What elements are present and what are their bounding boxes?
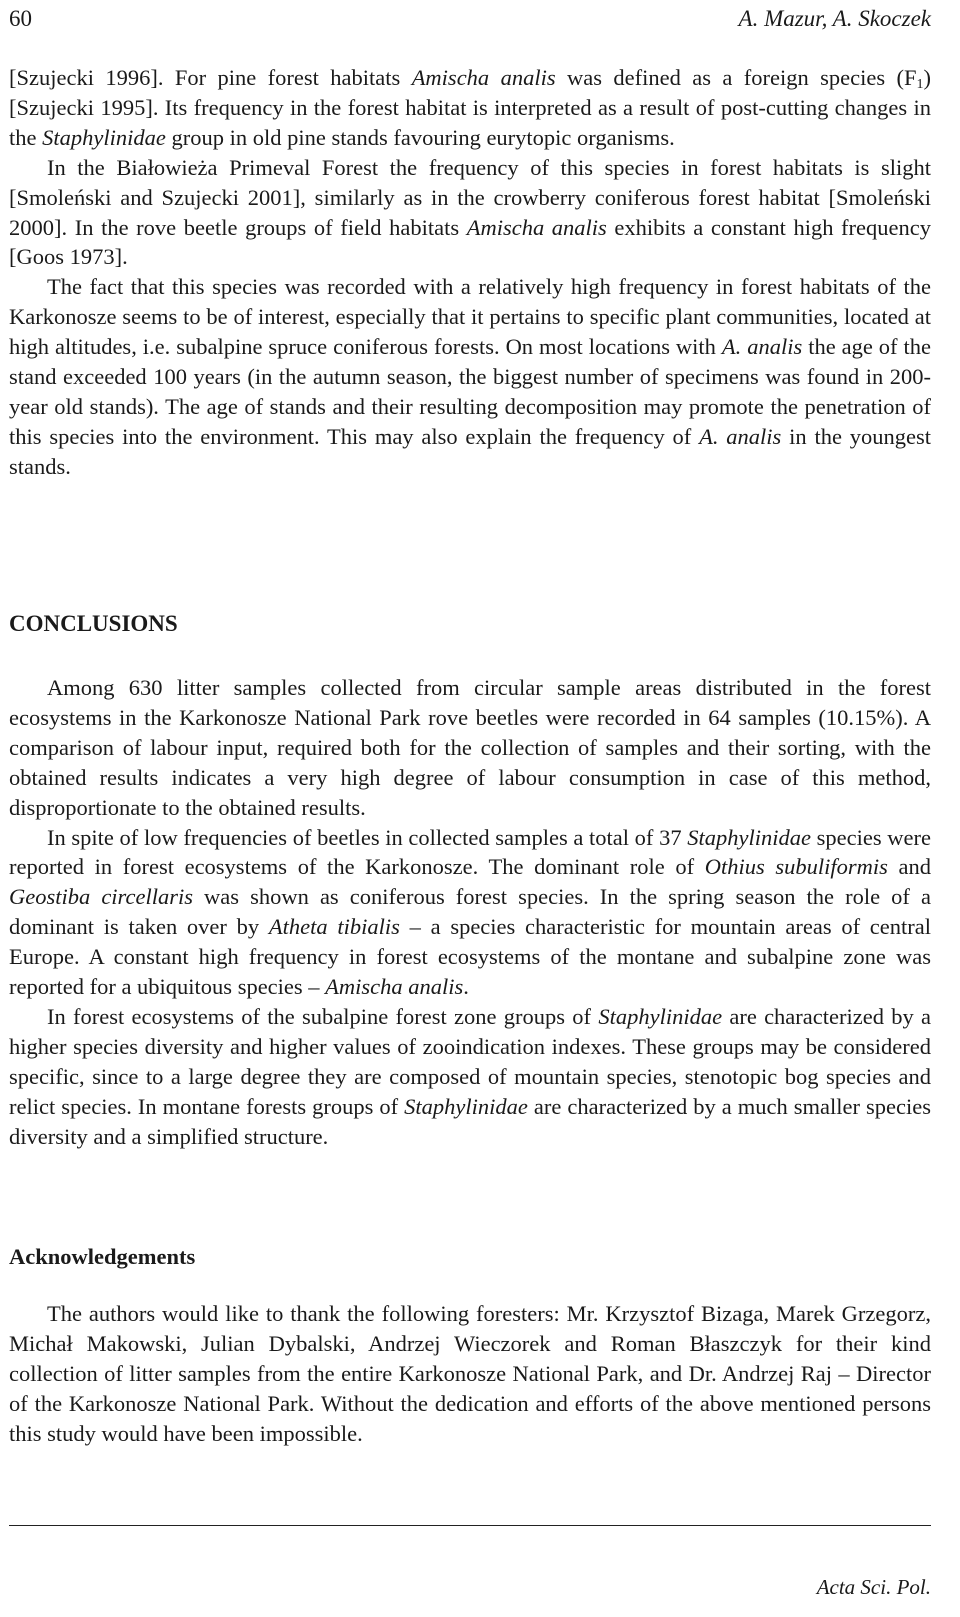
conclusions-heading: CONCLUSIONS [9, 611, 178, 636]
acknowledgements-section [9, 1299, 931, 1449]
page-number: 60 [9, 6, 32, 31]
paragraph-szujecki: [Szujecki 1996]. For pine forest habitats Amischa analis was defined as a foreign species $(F_1)$ [Szujecki 1995]. Its frequency in the forest habitat is interpreted as a result of post-cutting changes in the Staphylinidae group in old pine stands favouring eurytopic organisms. [9, 65, 932, 150]
acknowledgements-heading: Acknowledgements [9, 1244, 196, 1269]
conclusions-section [9, 673, 931, 1152]
journal-footer: Acta Sci. Pol. [816, 1575, 931, 1599]
running-header [9, 4, 931, 34]
paragraph-litter-samples: Among 630 litter samples collected from circular sample areas distributed in the forest ecosystems in the Karkonosze National Park rove beetles were recorded in 64 samples (10.15%). A comparison of labour input, required both for the collection of samples and their sorting, with the obtained results indicates a very high degree of labour consumption in case of this method, disproportionate to the obtained results. [9, 675, 931, 820]
paragraph-acknowledgements: The authors would like to thank the following foresters: Mr. Krzysztof Bizaga, Marek Grzegorz, Michał Makowski, Julian Dybalski, Andrzej Wieczorek and Roman Błaszczyk for their kind collection of litter samples from the entire Karkonosze National Park, and Dr. Andrzej Raj – Director of the Karkonosze National Park. Without the dedication and efforts of the above mentioned persons this study would have been impossible. [9, 1301, 931, 1446]
footer-rule [9, 1525, 931, 1526]
paragraph-bialowieza: In the Białowieża Primeval Forest the frequency of this species in forest habitats is slight [Smoleński and Szujecki 2001], similarly as in the crowberry coniferous forest habitat [Smoleński 2000]. In the rove beetle groups of field habitats Amischa analis exhibits a constant high frequency [Goos 1973]. [9, 154, 931, 270]
paragraph-karkonosze-frequency: The fact that this species was recorded with a relatively high frequency in forest habitats of the Karkonosze seems to be of interest, especially that it pertains to specific plant communities, located at high altitudes, i.e. subalpine spruce coniferous forests. On most locations with A. analis the age of the stand exceeded 100 years (in the autumn season, the biggest number of specimens was found in 200-year old stands). The age of stands and their resulting decomposition may promote the penetration of this species into the environment. This may also explain the frequency of A. analis in the youngest stands. [9, 274, 931, 479]
running-authors: A. Mazur, A. Skoczek [738, 6, 931, 31]
paragraph-subalpine-groups: In forest ecosystems of the subalpine forest zone groups of Staphylinidae are characterized by a higher species diversity and higher values of zooindication indexes. These groups may be considered specific, since to a large degree they are composed of mountain species, stenotopic bog species and relict species. In montane forests groups of Staphylinidae are characterized by a much smaller species diversity and a simplified structure. [9, 1003, 931, 1149]
discussion-continuation [9, 63, 931, 482]
paragraph-species-reported: In spite of low frequencies of beetles in collected samples a total of 37 Staphylinidae species were reported in forest ecosystems of the Karkonosze. The dominant role of Othius subuliformis and Geostiba circellaris was shown as coniferous forest species. In the spring season the role of a dominant is taken over by Atheta tibialis – a species characteristic for mountain areas of central Europe. A constant high frequency in forest ecosystems of the montane and subalpine zone was reported for a ubiquitous species – Amischa analis. [9, 824, 932, 1000]
